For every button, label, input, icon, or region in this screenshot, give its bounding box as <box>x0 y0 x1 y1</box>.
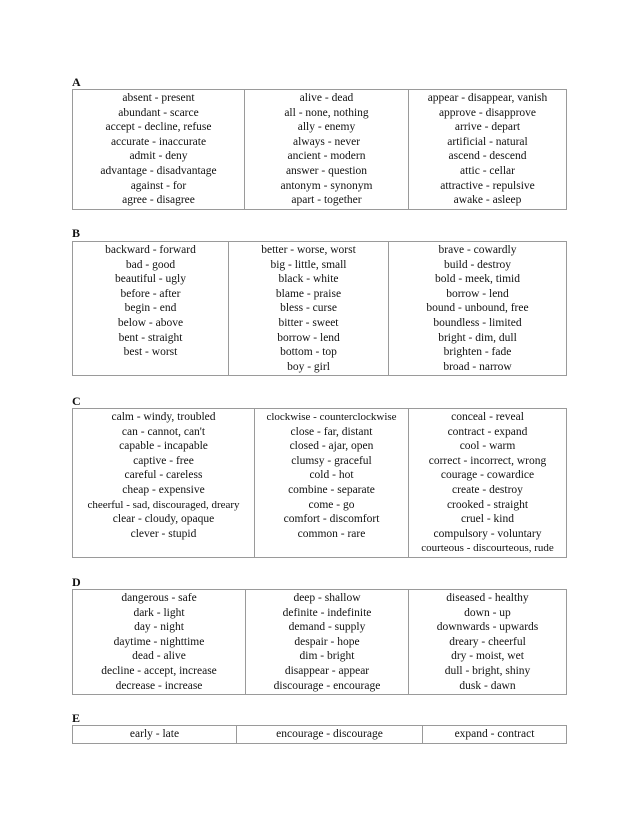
antonym-pair: bent - straight <box>118 331 183 344</box>
antonym-pair: borrow - lend <box>446 287 509 300</box>
antonym-pair: common - rare <box>297 527 366 540</box>
table-cell <box>409 590 567 695</box>
antonym-pair: blame - praise <box>275 287 342 300</box>
table-row <box>73 590 567 695</box>
antonym-pair: disappear - appear <box>284 664 370 677</box>
antonym-pair: dusk - dawn <box>459 679 516 692</box>
antonym-pair: downwards - upwards <box>436 621 539 634</box>
table-cell <box>73 90 245 210</box>
antonym-pair: broad - narrow <box>443 360 512 373</box>
table-cell <box>73 590 246 695</box>
antonym-pair: better - worse, worst <box>261 244 356 256</box>
antonym-pair: expand - contract <box>454 728 535 740</box>
antonym-pair: boundless - limited <box>433 316 522 329</box>
section-letter: C <box>72 394 81 408</box>
table-cell <box>246 590 409 695</box>
antonym-pair: discourage - encourage <box>273 679 381 692</box>
antonym-pair: cheap - expensive <box>122 483 205 496</box>
table-cell <box>73 409 255 558</box>
antonym-pair: come - go <box>308 498 355 511</box>
antonym-pair: bound - unbound, free <box>426 302 529 315</box>
antonym-pair: approve - disapprove <box>438 106 537 119</box>
antonym-pair: appear - disappear, vanish <box>427 92 548 104</box>
table-row <box>73 242 567 376</box>
antonym-pair: captive - free <box>133 454 194 467</box>
antonym-pair: beautiful - ugly <box>115 273 186 286</box>
antonym-table <box>72 89 567 210</box>
antonym-pair: despair - hope <box>294 635 360 648</box>
antonym-pair: attic - cellar <box>460 164 515 177</box>
table-cell <box>389 242 567 376</box>
antonym-pair: antonym - synonym <box>280 179 373 192</box>
antonym-pair: answer - question <box>285 164 368 177</box>
antonym-pair: ascend - descend <box>448 150 527 163</box>
table-cell <box>409 409 567 558</box>
antonym-pair: close - far, distant <box>290 425 373 438</box>
table-cell <box>229 242 389 376</box>
antonym-pair: ally - enemy <box>297 121 356 134</box>
antonym-pair: clear - cloudy, opaque <box>112 513 215 526</box>
antonym-pair: encourage - discourage <box>276 728 383 740</box>
antonym-table <box>72 241 567 376</box>
antonym-pair: careful - careless <box>124 469 203 482</box>
antonym-pair: accurate - inaccurate <box>110 135 207 148</box>
table-cell <box>423 726 567 744</box>
antonym-pair: dangerous - safe <box>121 592 197 604</box>
antonym-pair: borrow - lend <box>277 331 340 344</box>
antonym-pair: cool - warm <box>459 440 516 453</box>
antonym-pair: bad - good <box>125 258 176 271</box>
table-cell <box>409 90 567 210</box>
antonym-pair: closed - ajar, open <box>289 440 374 453</box>
antonym-pair: can - cannot, can't <box>121 425 206 438</box>
antonym-pair: dull - bright, shiny <box>444 664 531 677</box>
antonym-pair: best - worst <box>123 346 178 359</box>
antonym-table <box>72 589 567 695</box>
antonym-pair: agree - disagree <box>122 194 195 207</box>
antonym-pair: clockwise - counterclockwise <box>266 411 397 423</box>
antonym-pair: courage - cowardice <box>440 469 535 482</box>
antonym-pair: clever - stupid <box>130 527 197 540</box>
antonym-pair: boy - girl <box>287 360 330 373</box>
antonym-pair: artificial - natural <box>447 135 528 148</box>
antonym-pair: abundant - scarce <box>118 106 199 119</box>
antonym-pair: down - up <box>464 606 511 619</box>
antonym-pair: comfort - discomfort <box>283 513 380 526</box>
antonym-pair: capable - incapable <box>119 440 208 453</box>
table-cell <box>73 242 229 376</box>
antonym-pair: big - little, small <box>270 258 347 271</box>
table-cell <box>73 726 237 744</box>
antonym-pair: bright - dim, dull <box>438 331 517 344</box>
antonym-pair: before - after <box>120 287 181 300</box>
antonym-pair: correct - incorrect, wrong <box>428 454 547 467</box>
antonym-pair: day - night <box>134 621 184 634</box>
antonym-pair: always - never <box>292 135 361 148</box>
antonym-pair: compulsory - voluntary <box>433 527 542 540</box>
antonym-pair: daytime - nighttime <box>113 635 205 648</box>
antonym-pair: dreary - cheerful <box>449 635 526 648</box>
antonym-pair: crooked - straight <box>446 498 529 511</box>
section-letter: B <box>72 226 81 240</box>
antonym-pair: cruel - kind <box>460 513 514 526</box>
antonym-pair: admit - deny <box>129 150 188 163</box>
antonym-pair: apart - together <box>291 194 362 207</box>
antonym-pair: cold - hot <box>309 469 354 482</box>
antonym-pair: combine - separate <box>288 483 375 496</box>
antonym-pair: brighten - fade <box>443 346 512 359</box>
antonym-pair: bless - curse <box>280 302 337 315</box>
antonym-pair: dead - alive <box>132 650 186 663</box>
antonym-pair: create - destroy <box>452 483 523 496</box>
antonym-pair: attractive - repulsive <box>440 179 535 192</box>
antonym-pair: conceal - reveal <box>451 411 524 423</box>
antonym-pair: bold - meek, timid <box>435 273 520 286</box>
antonym-pair: arrive - depart <box>454 121 521 134</box>
antonym-pair: courteous - discourteous, rude <box>421 542 554 555</box>
antonym-pair: backward - forward <box>105 244 196 256</box>
antonym-pair: dark - light <box>133 606 185 619</box>
antonym-pair: black - white <box>278 273 339 286</box>
antonym-pair: against - for <box>130 179 187 192</box>
section-letter: D <box>72 575 81 589</box>
antonym-pair: diseased - healthy <box>446 592 529 604</box>
antonym-pair: definite - indefinite <box>282 606 372 619</box>
antonym-pair: below - above <box>117 316 184 329</box>
antonym-pair: bottom - top <box>280 346 337 359</box>
antonym-pair: advantage - disadvantage <box>100 164 217 177</box>
table-row <box>73 90 567 210</box>
table-cell <box>255 409 409 558</box>
antonym-pair: accept - decline, refuse <box>105 121 212 134</box>
section-letter: E <box>72 711 81 725</box>
antonym-pair: brave - cowardly <box>438 244 517 256</box>
antonym-pair: deep - shallow <box>293 592 361 604</box>
antonym-pair: cheerful - sad, discouraged, dreary <box>87 498 240 511</box>
antonym-pair: alive - dead <box>299 92 354 104</box>
table-row <box>73 409 567 558</box>
antonym-pair: decrease - increase <box>115 679 203 692</box>
table-cell <box>237 726 423 744</box>
antonym-pair: absent - present <box>122 92 195 104</box>
antonym-pair: decline - accept, increase <box>101 664 217 677</box>
table-row <box>73 726 567 744</box>
antonym-pair: clumsy - graceful <box>291 454 372 467</box>
antonym-table <box>72 408 567 558</box>
antonym-pair: dry - moist, wet <box>451 650 524 663</box>
antonym-table <box>72 725 567 744</box>
antonym-pair: all - none, nothing <box>284 106 369 119</box>
antonym-pair: awake - asleep <box>453 194 522 207</box>
antonym-pair: dim - bright <box>299 650 355 663</box>
section-letter: A <box>72 75 81 89</box>
antonym-pair: demand - supply <box>288 621 366 634</box>
antonym-pair: ancient - modern <box>287 150 366 163</box>
table-cell <box>245 90 409 210</box>
antonym-pair: begin - end <box>124 302 177 315</box>
antonym-pair: bitter - sweet <box>278 316 339 329</box>
antonym-pair: calm - windy, troubled <box>111 411 216 423</box>
antonym-pair: build - destroy <box>443 258 512 271</box>
antonym-pair: contract - expand <box>447 425 528 438</box>
antonym-pair: early - late <box>129 728 180 740</box>
